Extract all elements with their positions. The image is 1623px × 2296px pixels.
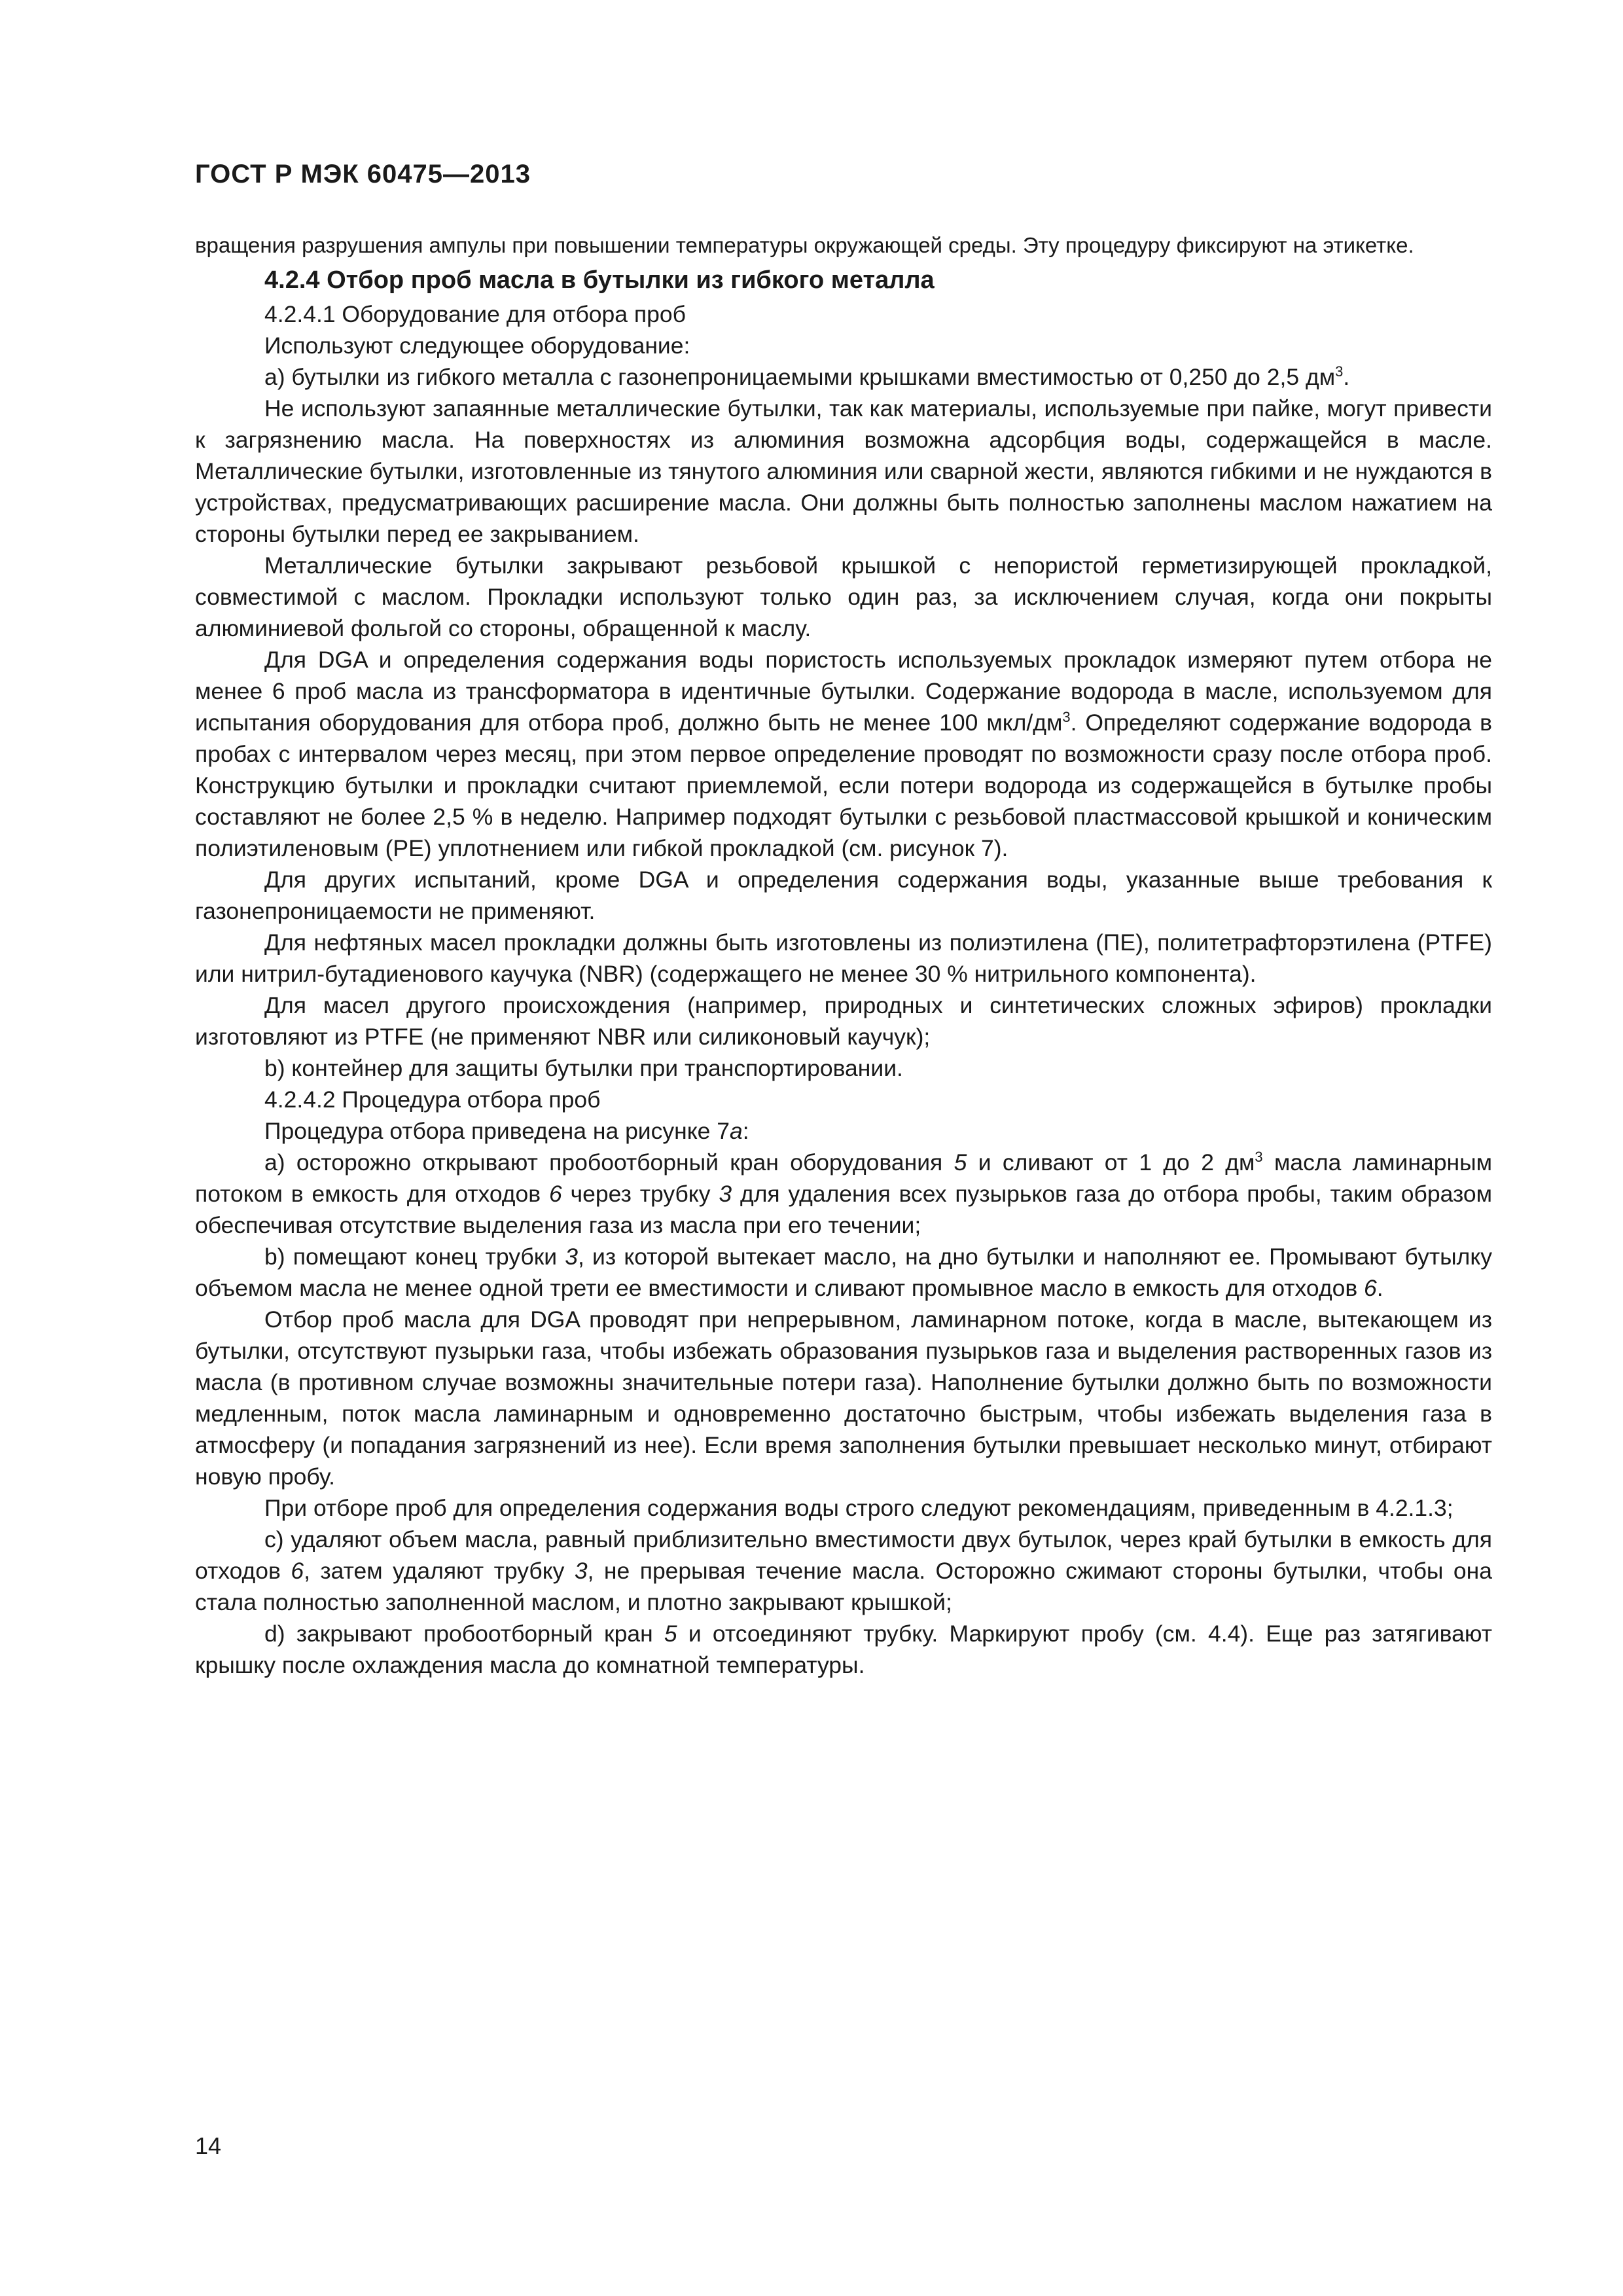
paragraph-bottle-closure: Металлические бутылки закрывают резьбовой крышкой с непористой герметизирующей прокладкой, совместимой с маслом. Прокладки используют только один раз, за исключением случая, когда они покрыты алюминиевой фольгой со стороны, обращенной к маслу.: [195, 552, 1492, 641]
procedure-step-c: [195, 1524, 1492, 1618]
subsection-heading-4-2-4-2: 4.2.4.2 Процедура отбора проб: [264, 1086, 601, 1113]
subsection-heading-4-2-4-1: 4.2.4.1 Оборудование для отбора проб: [264, 301, 686, 327]
superscript: 3: [1335, 363, 1344, 380]
procedure-step-a: [195, 1147, 1492, 1241]
figure-reference: а: [730, 1118, 743, 1144]
paragraph-other-origin-oils: Для масел другого происхождения (например, природных и синтетических сложных эфиров) прокладки изготовляют из PTFE (не применяют NBR или силиконовый каучук);: [195, 992, 1492, 1050]
text-fragment: , из которой вытекает масло, на дно бутылки и наполняют ее. Промывают бутылку объемом масла не менее одной трети ее вместимости и сливают промывное масло в емкость для отходов: [195, 1244, 1492, 1301]
document-body: [195, 230, 1492, 1681]
document-standard-header: ГОСТ Р МЭК 60475—2013: [195, 160, 531, 188]
item-number-ref: 3: [719, 1181, 732, 1207]
text-fragment: для удаления всех пузырьков газа до отбора пробы, таким образом обеспечивая отсутствие выделения газа из масла при его течении;: [195, 1181, 1492, 1238]
paragraph-dga-text-2: . Определяют содержание водорода в пробах с интервалом через месяц, при этом первое определение проводят по возможности сразу после отбора проб. Конструкцию бутылки и прокладки считают приемлемой, если потери водорода из содержащейся в бутылке пробы составляют не более 2,5 % в неделю. Например подходят бутылки с резьбовой пластмассовой крышкой и коническим полиэтиленовым (РЕ) уплотнением или гибкой прокладкой (см. рисунок 7).: [195, 709, 1492, 861]
paragraph-dga-porosity: [195, 644, 1492, 864]
paragraph-continuation: вращения разрушения ампулы при повышении температуры окружающей среды. Эту процедуру фиксируют на этикетке.: [195, 233, 1414, 257]
item-number-ref: 6: [1364, 1275, 1377, 1301]
paragraph-equipment-intro: Используют следующее оборудование:: [264, 332, 690, 359]
paragraph-laminar-flow: Отбор проб масла для DGA проводят при непрерывном, ламинарном потоке, когда в масле, вытекающем из бутылки, отсутствуют пузырьки газа, чтобы избежать образования пузырьков газа и выделения растворенных газов из масла (в противном случае возможны значительные потери газа). Наполнение бутылки должно быть по возможности медленным, поток масла ламинарным и одновременно достаточно быстрым, чтобы избежать выделения газа в атмосферу (и попадания загрязнений из нее). Если время заполнения бутылки превышает несколько минут, отбирают новую пробу.: [195, 1306, 1492, 1490]
text-fragment: через трубку: [562, 1181, 719, 1207]
text-fragment: , затем удаляют трубку: [304, 1558, 575, 1584]
paragraph-soldered-bottles: Не используют запаянные металлические бутылки, так как материалы, используемые при пайке, могут привести к загрязнению масла. На поверхностях из алюминия возможна адсорбция воды, содержащейся в масле. Металлические бутылки, изготовленные из тянутого алюминия или сварной жести, являются гибкими и не нуждаются в устройствах, предусматривающих расширение масла. Они должны быть полностью заполнены маслом нажатием на стороны бутылки перед ее закрыванием.: [195, 395, 1492, 547]
procedure-intro-text: Процедура отбора приведена на рисунке 7: [264, 1118, 730, 1144]
item-number-ref: 5: [664, 1621, 677, 1647]
paragraph-water-content: При отборе проб для определения содержания воды строго следуют рекомендациям, приведенным в 4.2.1.3;: [264, 1495, 1454, 1521]
punctuation: .: [1376, 1275, 1383, 1301]
superscript: 3: [1062, 709, 1071, 726]
paragraph-procedure-intro: [195, 1115, 1492, 1147]
page-number: 14: [195, 2132, 222, 2159]
punctuation: :: [742, 1118, 749, 1144]
punctuation: .: [1343, 364, 1350, 390]
superscript: 3: [1255, 1149, 1263, 1166]
procedure-step-b: [195, 1241, 1492, 1304]
paragraph-dga-text-1: Для DGA и определения содержания воды пористость используемых прокладок измеряют путем отбора не менее 6 проб масла из трансформатора в идентичные бутылки. Содержание водорода в масле, используемом для испытания оборудования для отбора проб, должно быть не менее 100 мкл/дм: [195, 647, 1492, 736]
list-item-a-bottles: [195, 361, 1492, 393]
item-number-ref: 6: [291, 1558, 304, 1584]
text-fragment: b) помещают конец трубки: [264, 1244, 565, 1270]
text-fragment: с) удаляют объем масла, равный приблизительно вместимости двух бутылок, через край бутылки в емкость для отходов: [195, 1526, 1492, 1584]
section-heading-4-2-4: 4.2.4 Отбор проб масла в бутылки из гибкого металла: [264, 266, 935, 294]
text-fragment: и сливают от 1 до 2 дм: [967, 1149, 1255, 1175]
item-number-ref: 5: [954, 1149, 967, 1175]
list-item-a-text: а) бутылки из гибкого металла с газонепроницаемыми крышками вместимостью от 0,250 до 2,5 дм: [264, 364, 1336, 390]
text-fragment: а) осторожно открывают пробоотборный кран оборудования: [264, 1149, 954, 1175]
paragraph-other-tests: Для других испытаний, кроме DGA и определения содержания воды, указанные выше требования к газонепроницаемости не применяют.: [195, 867, 1492, 924]
procedure-step-d: [195, 1618, 1492, 1681]
text-fragment: d) закрывают пробоотборный кран: [264, 1621, 664, 1647]
item-number-ref: 3: [565, 1244, 578, 1270]
text-fragment: масла ламинарным потоком в емкость для отходов: [195, 1149, 1492, 1207]
item-number-ref: 3: [574, 1558, 588, 1584]
item-number-ref: 6: [548, 1181, 562, 1207]
list-item-b-container: b) контейнер для защиты бутылки при транспортировании.: [264, 1055, 903, 1081]
paragraph-petroleum-oils: Для нефтяных масел прокладки должны быть изготовлены из полиэтилена (ПЕ), политетрафторэтилена (PTFE) или нитрил-бутадиенового каучука (NBR) (содержащего не менее 30 % нитрильного компонента).: [195, 929, 1492, 987]
text-fragment: и отсоединяют трубку. Маркируют пробу (см. 4.4). Еще раз затягивают крышку после охлаждения масла до комнатной температуры.: [195, 1621, 1492, 1678]
text-fragment: , не прерывая течение масла. Осторожно сжимают стороны бутылки, чтобы она стала полностью заполненной маслом, и плотно закрывают крышкой;: [195, 1558, 1492, 1615]
